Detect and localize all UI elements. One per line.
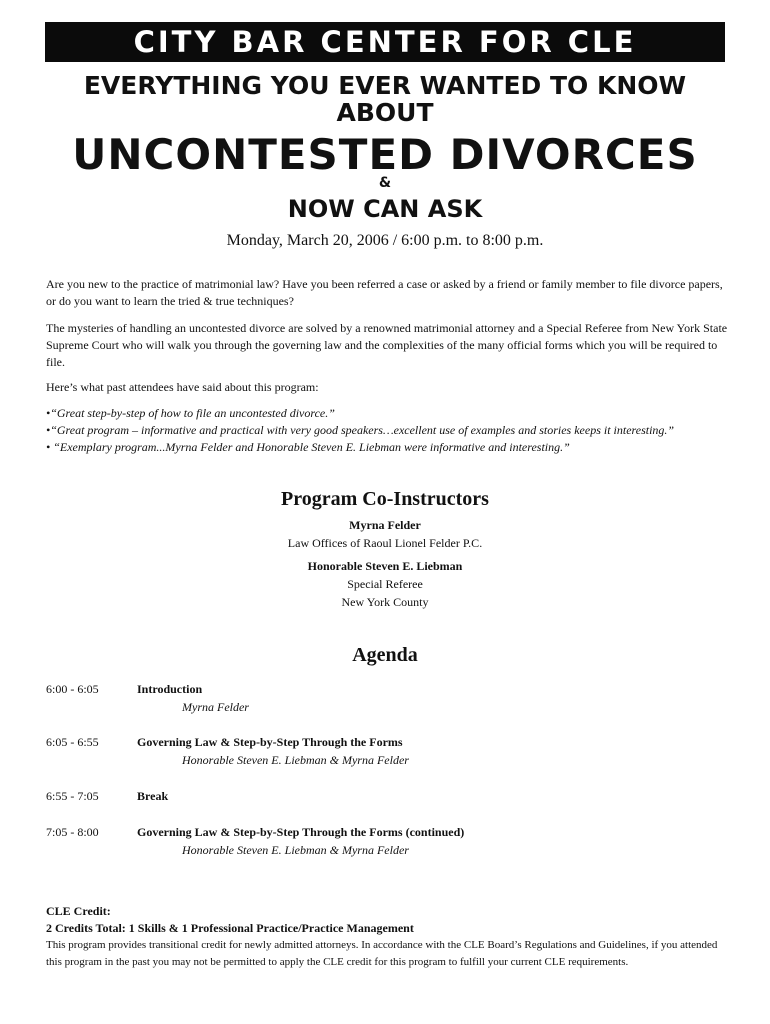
- testimonials: [46, 405, 730, 456]
- instructor-organization: Law Offices of Raoul Lionel Felder P.C.: [287, 536, 483, 550]
- testimonial-item: • “Exemplary program...Myrna Felder and Honorable Steven E. Liebman were informative and interesting.”: [46, 440, 570, 454]
- agenda-time: 6:55 - 7:05: [46, 789, 99, 803]
- agenda-speaker: Myrna Felder: [182, 700, 249, 714]
- instructor-name: Myrna Felder: [349, 518, 421, 532]
- instructor-name: Honorable Steven E. Liebman: [307, 559, 463, 573]
- agenda-title: Governing Law & Step-by-Step Through the Forms: [137, 735, 403, 749]
- banner-title: CITY BAR CENTER FOR CLE: [45, 22, 725, 62]
- cle-heading: CLE Credit:: [46, 904, 111, 918]
- instructor-role: Special Referee: [347, 577, 423, 591]
- headline-main: UNCONTESTED DIVORCES: [72, 130, 698, 179]
- agenda-title: Governing Law & Step-by-Step Through the Forms (continued): [137, 825, 465, 839]
- instructors-heading: Program Co-Instructors: [281, 488, 489, 510]
- headline-ampersand: &: [378, 175, 392, 191]
- agenda-speaker: Honorable Steven E. Liebman & Myrna Felder: [182, 753, 409, 767]
- agenda-time: 7:05 - 8:00: [46, 825, 99, 839]
- headline-line-1: EVERYTHING YOU EVER WANTED TO KNOW: [83, 71, 687, 100]
- intro-paragraph-3: Here’s what past attendees have said about this program:: [46, 380, 319, 394]
- testimonial-item: •“Great step-by-step of how to file an uncontested divorce.”: [46, 406, 335, 420]
- agenda-heading: Agenda: [352, 644, 418, 666]
- testimonial-item: •“Great program – informative and practical with very good speakers…excellent use of examples and stories keeps it interesting.”: [46, 423, 675, 437]
- headline-line-4: NOW CAN ASK: [287, 195, 483, 223]
- instructor-organization: New York County: [341, 595, 429, 609]
- intro-paragraph-2: The mysteries of handling an uncontested divorce are solved by a renowned matrimonial attorney and a Special Referee from New York State Supreme Court who will walk you through the governing law and the complexities of the many official forms which you will be required to file.: [46, 321, 728, 369]
- cle-credits-total: 2 Credits Total: 1 Skills & 1 Professional Practice/Practice Management: [46, 921, 414, 935]
- agenda-time: 6:00 - 6:05: [46, 682, 99, 696]
- headline-line-2: ABOUT: [336, 98, 434, 127]
- agenda-time: 6:05 - 6:55: [46, 735, 99, 749]
- event-date: Monday, March 20, 2006 / 6:00 p.m. to 8:00 p.m.: [226, 232, 544, 249]
- agenda-speaker: Honorable Steven E. Liebman & Myrna Felder: [182, 843, 409, 857]
- cle-description: This program provides transitional credit for newly admitted attorneys. In accordance with the CLE Board’s Regulations and Guidelines, if you attended this program in the past you may not be permitted to apply the CLE credit for this program to fulfill your current CLE requirements.: [46, 939, 718, 968]
- intro-paragraph-1: Are you new to the practice of matrimonial law? Have you been referred a case or asked by a friend or family member to file divorce papers, or do you want to learn the tried & true techniques?: [46, 277, 723, 308]
- agenda-title: Break: [137, 789, 169, 803]
- agenda-title: Introduction: [137, 682, 203, 696]
